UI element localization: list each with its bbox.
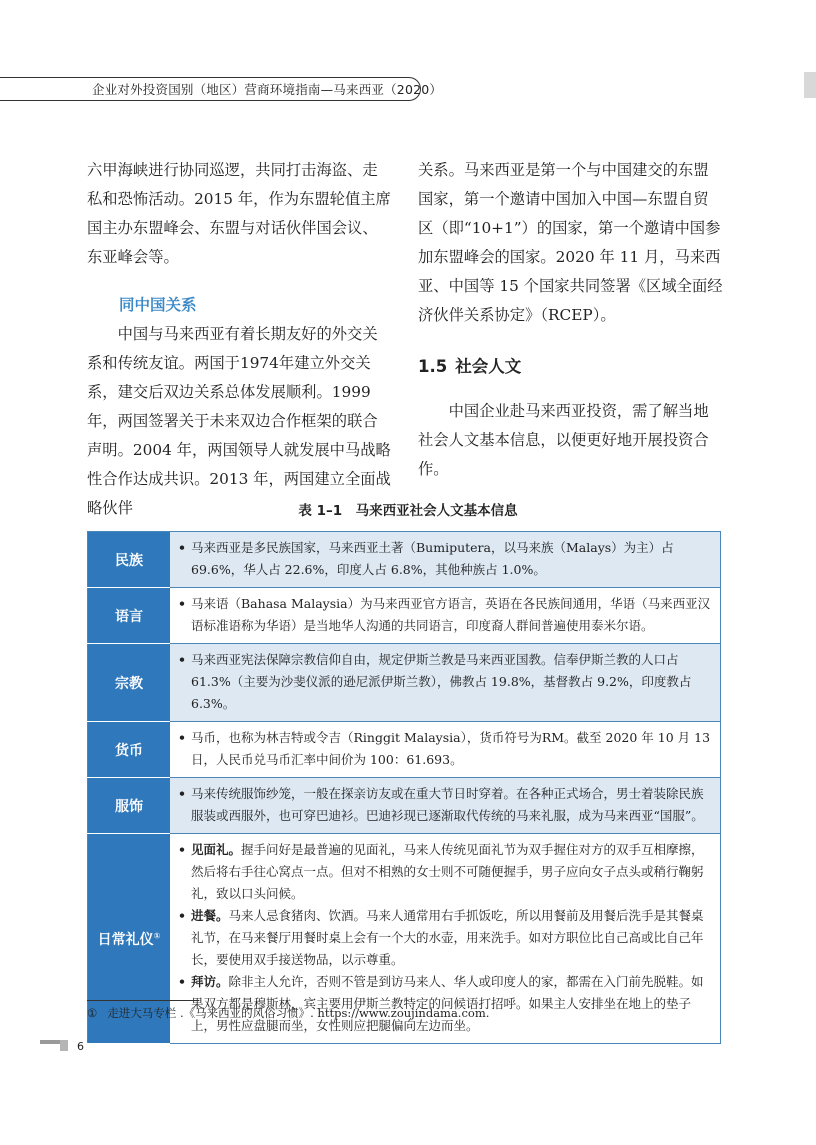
row-content xyxy=(170,778,721,834)
left-paragraph-1: 六甲海峡进行协同巡逻，共同打击海盗、走私和恐怖活动。2015 年，作为东盟轮值主席国主办东盟峰会、东盟与对话伙伴国会议、东亚峰会等。 xyxy=(87,161,391,266)
row-content xyxy=(170,588,721,644)
bullet-item: • 马来语（Bahasa Malaysia）为马来西亚官方语言，英语在各民族间通用，华语（马来西亚汉语标准语称为华语）是当地华人沟通的共同语言，印度裔人群间普遍使用泰米尔语。 xyxy=(178,593,712,637)
page-decoration-icon xyxy=(40,1038,72,1052)
right-paragraph-1: 关系。马来西亚是第一个与中国建交的东盟国家，第一个邀请中国加入中国—东盟自贸区（即“10+1”）的国家，第一个邀请中国参加东盟峰会的国家。2020 年 11 月，马来西亚、中国等 15 个国家共同签署《区域全面经济伙伴关系协定》（RCEP）。 xyxy=(418,161,723,324)
table-row xyxy=(88,722,721,778)
row-label: 服饰 xyxy=(88,778,171,834)
table-row xyxy=(88,588,721,644)
section-heading xyxy=(418,352,723,381)
bullet-text: 握手问好是最普遍的见面礼，马来人传统见面礼节为双手握住对方的双手互相摩擦，然后将右手往心窝点一点。但对不相熟的女士则不可随便握手，男子应向女子点头或稍行鞠躬礼，致以口头问候。 xyxy=(191,842,704,901)
row-content xyxy=(170,532,721,588)
footnote-ref[interactable]: ① xyxy=(153,930,161,940)
subheading-china-relations: 同中国关系 xyxy=(119,296,197,314)
row-label: 语言 xyxy=(88,588,171,644)
bullet-text: 除非主人允许，否则不管是到访马来人、华人或印度人的家，都需在入门前先脱鞋。如果双方都是穆斯林，宾主要用伊斯兰教特定的问候语打招呼。如果主人安排坐在地上的垫子上，男性应盘腿而坐，女性则应把腿偏向左边而坐。 xyxy=(191,974,704,1033)
row-content xyxy=(170,722,721,778)
row-label: 货币 xyxy=(88,722,171,778)
bullet-item: • 马币，也称为林吉特或令吉（Ringgit Malaysia），货币符号为RM。截至 2020 年 10 月 13 日，人民币兑马币汇率中间价为 100：61.693。 xyxy=(178,727,712,771)
row-label-text: 日常礼仪 xyxy=(97,931,154,948)
page-number: 6 xyxy=(77,1040,84,1053)
bullet-keyword: 拜访。 xyxy=(191,974,229,989)
section-number: 1.5 xyxy=(418,357,448,376)
bullet-keyword: 进餐。 xyxy=(191,908,229,923)
footnote-text[interactable]: 走进大马专栏 .《马来西亚的风俗习惯》. https://www.zoujindama.com. xyxy=(107,1006,490,1020)
table-row xyxy=(88,778,721,834)
bullet-item: • 马来西亚宪法保障宗教信仰自由，规定伊斯兰教是马来西亚国教。信奉伊斯兰教的人口占61.3%（主要为沙斐仪派的逊尼派伊斯兰教），佛教占 19.8%，基督教占 9.2%，印度教占 6.3%。 xyxy=(178,649,712,715)
bullet-keyword: 见面礼。 xyxy=(191,842,242,857)
bullet-item: • 马来西亚是多民族国家，马来西亚土著（Bumiputera，以马来族（Malays）为主）占69.6%，华人占 22.6%，印度人占 6.8%，其他种族占 1.0%。 xyxy=(178,537,712,581)
bullet-item xyxy=(178,971,712,1037)
info-table xyxy=(87,531,721,1044)
running-header: 企业对外投资国别（地区）营商环境指南—马来西亚（2020） xyxy=(92,82,443,97)
row-content xyxy=(170,644,721,722)
right-paragraph-2: 中国企业赴马来西亚投资，需了解当地社会人文基本信息，以便更好地开展投资合作。 xyxy=(418,402,709,478)
bullet-text: 马来人忌食猪肉、饮酒。马来人通常用右手抓饭吃，所以用餐前及用餐后洗手是其餐桌礼节，在马来餐厅用餐时桌上会有一个大的水壶，用来洗手。如对方职位比自己高或比自己年长，要使用双手接送物品，以示尊重。 xyxy=(191,908,704,967)
left-paragraph-2: 中国与马来西亚有着长期友好的外交关系和传统友谊。两国于1974年建立外交关系，建交后双边关系总体发展顺利。1999 年，两国签署关于未来双边合作框架的联合声明。2004 年，两国领导人就发展中马战略性合作达成共识。2013 年，两国建立全面战略伙伴 xyxy=(87,325,391,517)
row-label: 宗教 xyxy=(88,644,171,722)
section-title: 社会人文 xyxy=(455,357,522,376)
bullet-item xyxy=(178,905,712,971)
footnote xyxy=(87,1005,489,1021)
right-column xyxy=(418,156,723,484)
corner-tab xyxy=(804,72,816,98)
bullet-item xyxy=(178,839,712,905)
table-caption: 表 1–1 马来西亚社会人文基本信息 xyxy=(298,503,518,519)
footnote-rule xyxy=(87,1000,199,1001)
left-column xyxy=(87,156,392,523)
table-row xyxy=(88,644,721,722)
table-row xyxy=(88,532,721,588)
footnote-mark: ① xyxy=(87,1006,98,1020)
row-label: 民族 xyxy=(88,532,171,588)
bullet-item: • 马来传统服饰纱笼，一般在探亲访友或在重大节日时穿着。在各种正式场合，男士着装除民族服装或西服外，也可穿巴迪衫。巴迪衫现已逐渐取代传统的马来礼服，成为马来西亚“国服”。 xyxy=(178,783,712,827)
